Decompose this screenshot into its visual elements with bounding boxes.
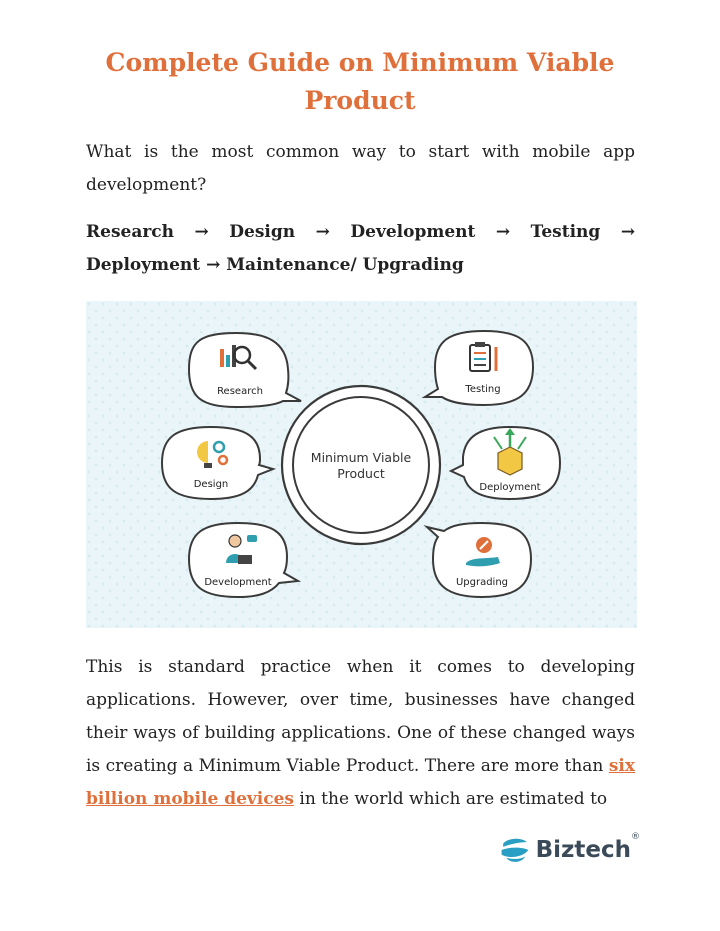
step-maintenance: Maintenance/ Upgrading (226, 255, 464, 275)
registered-mark: ® (631, 832, 640, 842)
node-testing-label: Testing (465, 384, 501, 395)
body-text-after-link: in the world which are estimated to (293, 789, 608, 809)
center-circle (282, 386, 440, 544)
arrow-icon: → (194, 222, 209, 242)
process-steps (86, 216, 635, 282)
node-upgrading (427, 523, 531, 597)
step-research: Research (86, 222, 175, 242)
center-label-line-2: Product (337, 466, 385, 481)
arrow-icon: → (620, 222, 636, 242)
step-development: Development (350, 222, 476, 242)
page-title: Complete Guide on Minimum Viable Product (105, 48, 615, 115)
node-deployment-label: Deployment (479, 482, 541, 493)
node-upgrading-label: Upgrading (455, 577, 509, 588)
arrow-icon: → (315, 222, 330, 242)
step-deployment: Deployment (86, 255, 201, 275)
node-research-label: Research (217, 386, 263, 397)
node-development-label: Development (204, 577, 272, 588)
body-text-before-link: This is standard practice when it comes to developing applications. However, over time, businesses have changed their ways of building applications. One of these changed ways is creating a Minimum Viable Product. There are more than (86, 657, 635, 776)
arrow-icon: → (495, 222, 511, 242)
body-paragraph (86, 651, 635, 816)
intro-paragraph: What is the most common way to start with mobile app development? (86, 142, 635, 195)
step-design: Design (229, 222, 296, 242)
center-label-line-1: Minimum Viable (310, 450, 412, 465)
brand-name: Biztech (535, 837, 631, 863)
mvp-diagram (86, 301, 637, 628)
step-testing: Testing (530, 222, 601, 242)
biztech-logo (500, 830, 640, 870)
biztech-logo-mark-icon (500, 832, 532, 868)
arrow-icon: → (206, 255, 221, 275)
six-billion-devices-link[interactable]: six billion mobile devices (86, 756, 635, 809)
node-design-label: Design (193, 479, 229, 490)
